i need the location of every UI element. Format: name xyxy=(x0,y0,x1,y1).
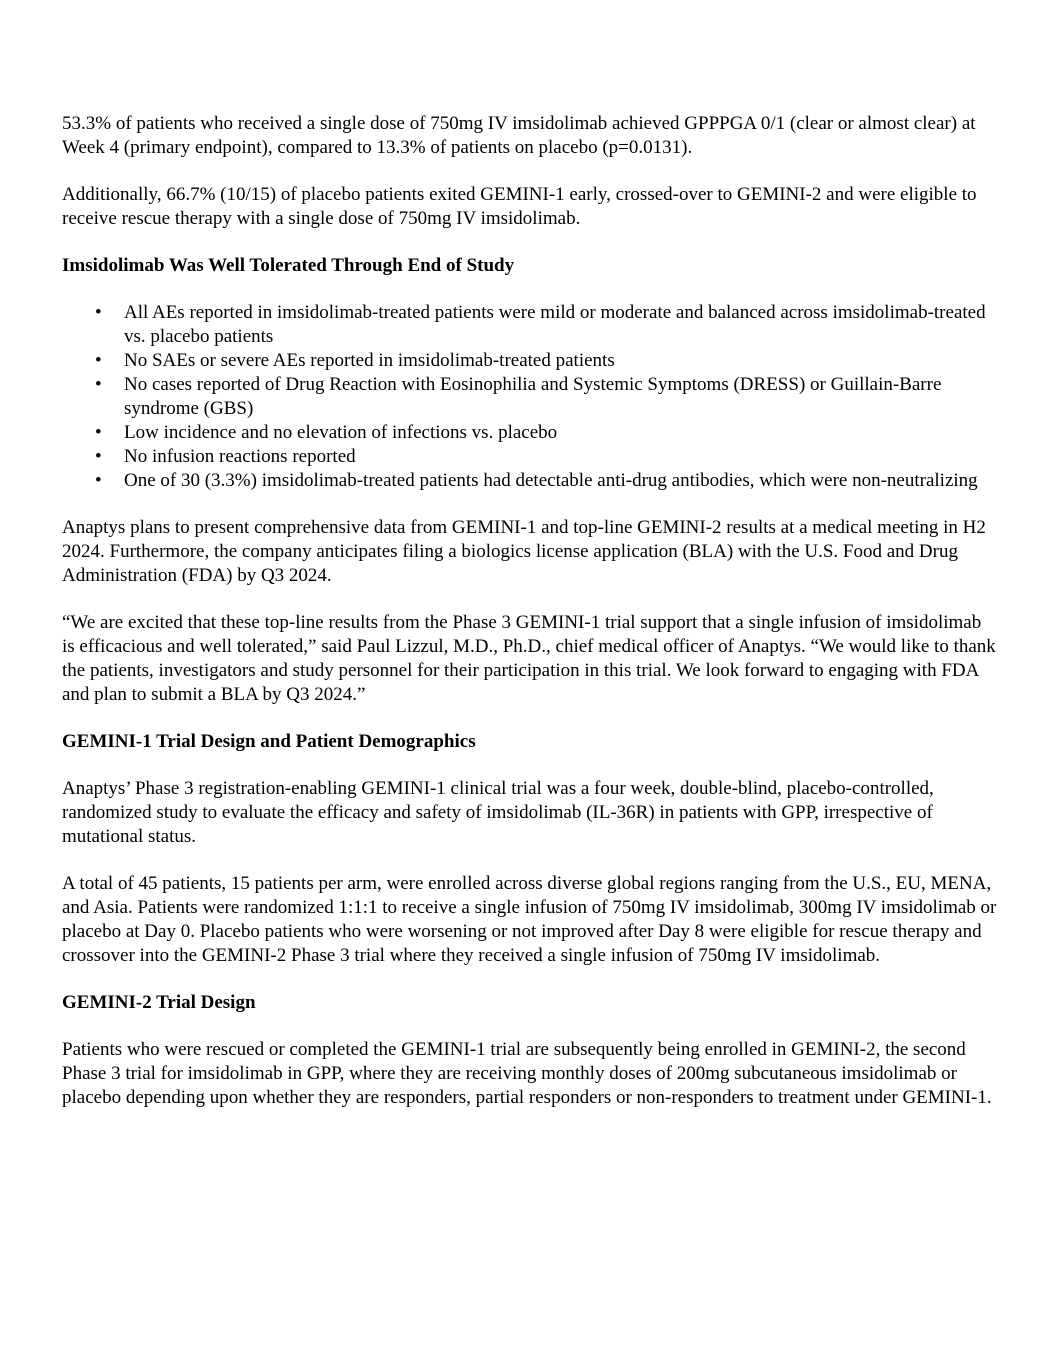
paragraph-next-steps: Anaptys plans to present comprehensive data from GEMINI-1 and top-line GEMINI-2 results at a medical meeting in H2 2024. Furthermore, the company anticipates filing a biologics license application (BLA) with the U.S. Food and Drug Administration (FDA) by Q3 2024. xyxy=(62,517,986,586)
safety-bullet-list xyxy=(62,301,997,493)
heading-gemini2-design: GEMINI-2 Trial Design xyxy=(62,992,256,1013)
heading-gemini1-design: GEMINI-1 Trial Design and Patient Demographics xyxy=(62,731,476,752)
list-item xyxy=(62,373,997,421)
list-item-text: No cases reported of Drug Reaction with Eosinophilia and Systemic Symptoms (DRESS) or Guillain-Barre syndrome (GBS) xyxy=(124,374,942,419)
paragraph-quote: “We are excited that these top-line results from the Phase 3 GEMINI-1 trial support that a single infusion of imsidolimab is efficacious and well tolerated,” said Paul Lizzul, M.D., Ph.D., chief medical officer of Anaptys. “We would like to thank the patients, investigators and study personnel for their participation in this trial. We look forward to engaging with FDA and plan to submit a BLA by Q3 2024.” xyxy=(62,612,996,705)
list-item-text: One of 30 (3.3%) imsidolimab-treated patients had detectable anti-drug antibodies, which were non-neutralizing xyxy=(124,470,978,491)
bullet-icon: • xyxy=(95,422,102,443)
list-item-text: Low incidence and no elevation of infections vs. placebo xyxy=(124,422,558,443)
bullet-icon: • xyxy=(95,302,102,323)
bullet-icon: • xyxy=(95,350,102,371)
list-item xyxy=(62,445,997,469)
bullet-icon: • xyxy=(95,374,102,395)
heading-safety: Imsidolimab Was Well Tolerated Through End of Study xyxy=(62,255,515,276)
list-item-text: No SAEs or severe AEs reported in imsidolimab-treated patients xyxy=(124,350,615,371)
bullet-icon: • xyxy=(95,470,102,491)
paragraph-primary-endpoint: 53.3% of patients who received a single dose of 750mg IV imsidolimab achieved GPPPGA 0/1 (clear or almost clear) at Week 4 (primary endpoint), compared to 13.3% of patients on placebo (p=0.0131). xyxy=(62,113,976,158)
paragraph-crossover: Additionally, 66.7% (10/15) of placebo patients exited GEMINI-1 early, crossed-over to GEMINI-2 and were eligible to receive rescue therapy with a single dose of 750mg IV imsidolimab. xyxy=(62,184,977,229)
list-item-text: All AEs reported in imsidolimab-treated patients were mild or moderate and balanced across imsidolimab-treated vs. placebo patients xyxy=(124,302,986,347)
list-item xyxy=(62,421,997,445)
bullet-icon: • xyxy=(95,446,102,467)
list-item xyxy=(62,349,997,373)
list-item xyxy=(62,301,997,349)
paragraph-gemini1-overview: Anaptys’ Phase 3 registration-enabling GEMINI-1 clinical trial was a four week, double-blind, placebo-controlled, randomized study to evaluate the efficacy and safety of imsidolimab (IL-36R) in patients with GPP, irrespective of mutational status. xyxy=(62,778,934,847)
paragraph-gemini1-enrollment: A total of 45 patients, 15 patients per arm, were enrolled across diverse global regions ranging from the U.S., EU, MENA, and Asia. Patients were randomized 1:1:1 to receive a single infusion of 750mg IV imsidolimab, 300mg IV imsidolimab or placebo at Day 0. Placebo patients who were worsening or not improved after Day 8 were eligible for rescue therapy and crossover into the GEMINI-2 Phase 3 trial where they received a single infusion of 750mg IV imsidolimab. xyxy=(62,873,997,966)
list-item xyxy=(62,469,997,493)
document-page xyxy=(62,112,997,1133)
list-item-text: No infusion reactions reported xyxy=(124,446,356,467)
paragraph-gemini2-overview: Patients who were rescued or completed the GEMINI-1 trial are subsequently being enrolled in GEMINI-2, the second Phase 3 trial for imsidolimab in GPP, where they are receiving monthly doses of 200mg subcutaneous imsidolimab or placebo depending upon whether they are responders, partial responders or non-responders to treatment under GEMINI-1. xyxy=(62,1039,992,1108)
